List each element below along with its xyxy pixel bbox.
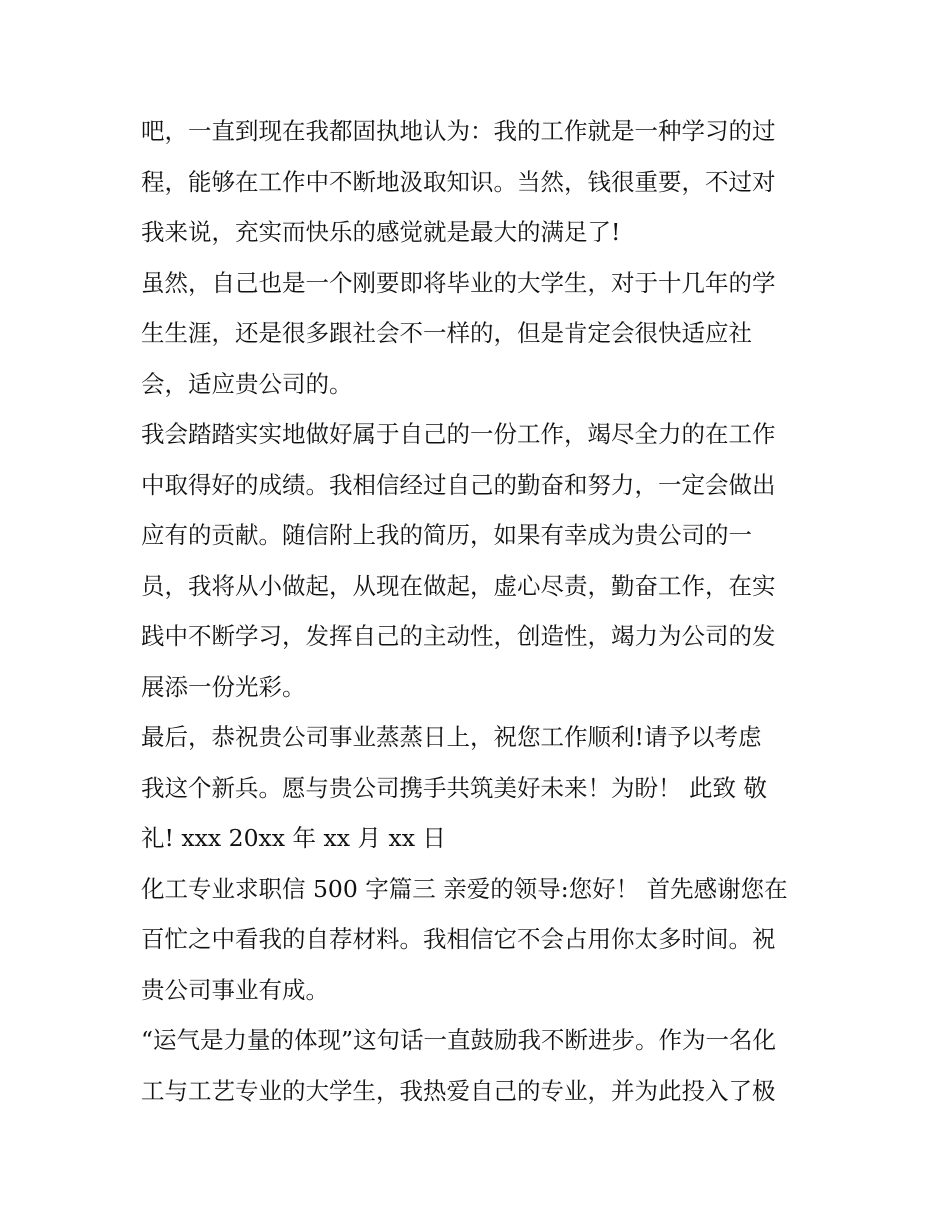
text-line: 百忙之中看我的自荐材料。我相信它不会占用你太多时间。祝: [141, 925, 776, 953]
text-line: 礼! xxx 20xx 年 xx 月 xx 日: [141, 824, 446, 852]
text-line: 贵公司事业有成。: [141, 975, 329, 1004]
text-line: 我会踏踏实实地做好属于自己的一份工作，竭尽全力的在工作: [141, 420, 776, 448]
text-line: 化工专业求职信 500 字篇三 亲爱的领导:您好！ 首先感谢您在: [141, 874, 788, 903]
text-line: 会，适应贵公司的。: [141, 369, 353, 398]
text-line: 虽然，自己也是一个刚要即将毕业的大学生，对于十几年的学: [141, 268, 776, 297]
text-line: 我来说，充实而快乐的感觉就是最大的满足了!: [141, 218, 621, 246]
text-line: 应有的贡献。随信附上我的简历，如果有幸成为贵公司的一: [141, 521, 752, 549]
text-line: 程，能够在工作中不断地汲取知识。当然，钱很重要，不过对: [141, 167, 776, 196]
text-line: 员，我将从小做起，从现在做起，虚心尽责，勤奋工作，在实: [141, 571, 776, 600]
text-line: 工与工艺专业的大学生，我热爱自己的专业，并为此投入了极: [141, 1076, 776, 1105]
text-line: 展添一份光彩。: [141, 672, 306, 701]
text-line: 生生涯，还是很多跟社会不一样的，但是肯定会很快适应社: [141, 319, 752, 347]
text-line: “运气是力量的体现”这句话一直鼓励我不断进步。作为一名化: [141, 1026, 777, 1054]
text-line: 我这个新兵。愿与贵公司携手共筑美好未来！为盼！ 此致 敬: [141, 773, 767, 802]
text-line: 践中不断学习，发挥自己的主动性，创造性，竭力为公司的发: [141, 622, 776, 650]
text-line: 最后，恭祝贵公司事业蒸蒸日上，祝您工作顺利!请予以考虑: [141, 723, 762, 751]
text-line: 吧，一直到现在我都固执地认为：我的工作就是一种学习的过: [141, 117, 776, 145]
document-body: [141, 106, 821, 1116]
text-line: 中取得好的成绩。我相信经过自己的勤奋和努力，一定会做出: [141, 470, 776, 499]
